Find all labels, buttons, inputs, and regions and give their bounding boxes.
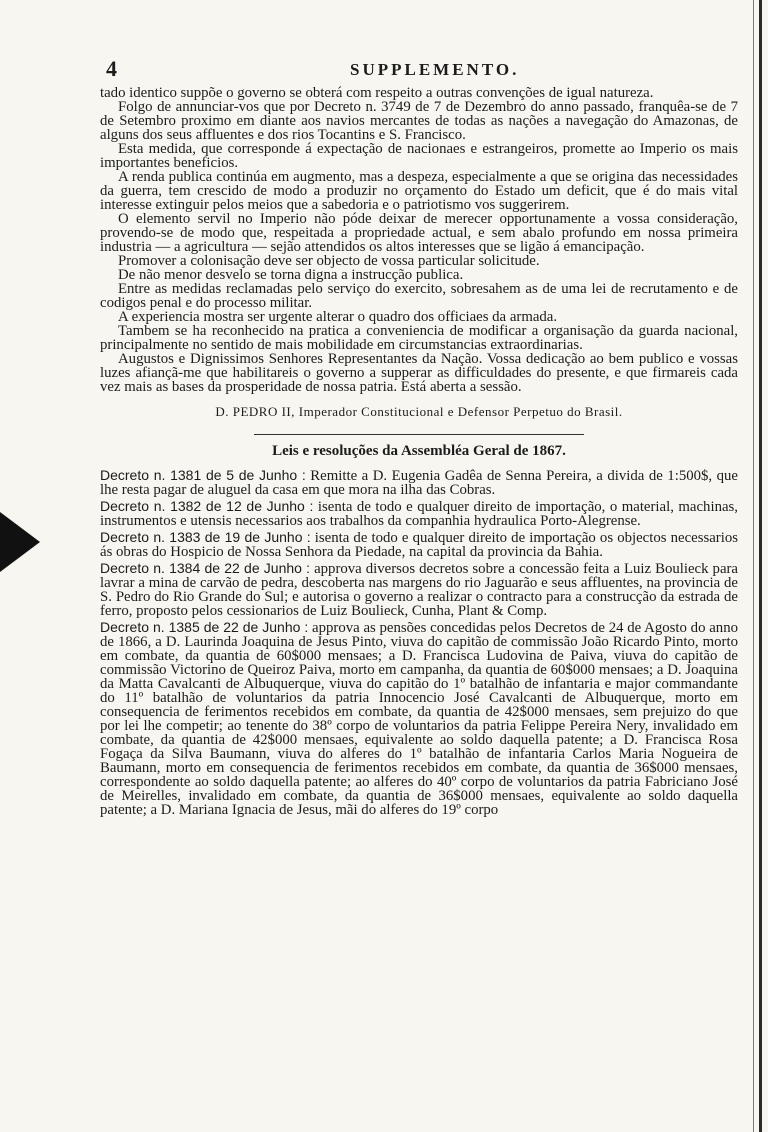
paragraph: Entre as medidas reclamadas pelo serviço do exercito, sobresahem as de uma lei de recrutamento e de codigos penal e do processo militar. <box>100 281 738 311</box>
decree-text: approva diversos decretos sobre a concessão feita a Luiz Boulieck para lavrar a mina de carvão de pedra, descoberta nas margens do rio Jaguarão e seus affluentes, na provincia de S. Pedro do Rio Grande do Sul; e autorisa o governo a realizar o contracto para a construcção da estrada de ferro, proposto pelos cessionarios de Luiz Boulieck, Cunha, Plant & Comp. <box>100 561 739 619</box>
signature: D. PEDRO II, Imperador Constitucional e Defensor Perpetuo do Brasil. <box>215 404 623 419</box>
decree-label: Decreto n. 1382 de 12 de Junho : <box>100 498 314 514</box>
page-edge-bar <box>759 0 762 1132</box>
paragraph: Promover a colonisação deve ser objecto de vossa particular solicitude. <box>118 253 540 269</box>
decree-entry <box>100 620 738 817</box>
page-title: SUPPLEMENTO. <box>350 60 520 79</box>
decree-text: Remitte a D. Eugenia Gadêa de Senna Pereira, a divida de 1:500$, que lhe resta pagar de aluguel da casa em que mora na ilha das Cobras. <box>100 468 738 498</box>
decree-text: approva as pensões concedidas pelos Decretos de 24 de Agosto do anno de 1866, a D. Laurinda Joaquina de Jesus Pinto, viuva do capitão de commissão João Ricardo Pinto, morto em combate, da quantia de 60$000 mensaes; a D. Francisca Ludovina de Paiva, viuva do capitão de commissão Victorino de Queiroz Paiva, morto em campanha, da quantia de 60$000 mensaes; a D. Joaquina da Matta Cavalcanti de Albuquerque, viuva do capitão do 1º batalhão de infantaria e major commandante do 11º batalhão de voluntarios da patria Innocencio José Cavalcanti de Albuquerque, morto em consequencia de ferimentos recebidos em combate, da quantia de 42$000 mensaes, sem prejuizo do que por lei lhe competir; ao tenente do 38º corpo de voluntarios da patria Felippe Pereira Nery, invalidado em combate, da quantia de 42$000 mensaes, equivalente ao soldo daquella patente; a D. Francisca Rosa Fogaça da Silva Baumann, viuva do alferes do 1º batalhão de infantaria Carlos Maria Nogueira de Baumann, morto em consequencia de ferimentos recebidos em combate, da quantia de 36$000 mensaes, correspondente ao soldo daquella patente; ao alferes do 40º corpo de voluntarios da patria Fabriciano José de Meirelles, invalidado em combate, da quantia de 36$000 mensaes, equivalente ao soldo daquella patente; a D. Mariana Ignacia de Jesus, mãi do alferes do 19º corpo <box>100 620 739 818</box>
page-number: 4 <box>106 56 117 81</box>
decree-entry <box>100 468 738 497</box>
decree-entry <box>100 530 738 559</box>
paragraph: Esta medida, que corresponde á expectação de nacionaes e estrangeiros, promette ao Imperio os mais importantes beneficios. <box>100 141 738 171</box>
section-title: Leis e resoluções da Assembléa Geral de 1867. <box>272 443 566 459</box>
decree-list <box>100 468 738 817</box>
page-header <box>100 56 738 86</box>
decree-text: isenta de todo e qualquer direito de importação, o material, machinas, instrumentos e utensis necessarios aos trabalhos da companhia hydraulica Porto-Alegrense. <box>100 499 738 529</box>
document-page <box>100 56 738 819</box>
decree-label: Decreto n. 1384 de 22 de Junho : <box>100 560 311 576</box>
binding-mark <box>0 512 40 572</box>
paragraph: O elemento servil no Imperio não póde deixar de merecer opportunamente a vossa consideração, provendo-se de modo que, respeitada a propriedade actual, e sem abalo profundo em nossa primeira industria — a agricultura — sejão attendidos os altos interesses que se ligão á emancipação. <box>100 211 738 255</box>
decree-label: Decreto n. 1383 de 19 de Junho : <box>100 529 311 545</box>
paragraph: Augustos e Dignissimos Senhores Representantes da Nação. Vossa dedicação ao bem publico e vossas luzes afiançã-me que habilitareis o governo a supperar as difficuldades do presente, e que firmareis cada vez mais as bases da prosperidade de nossa patria. Está aberta a sessão. <box>100 351 738 395</box>
message-body <box>100 86 738 394</box>
decree-label: Decreto n. 1385 de 22 de Junho : <box>100 619 309 635</box>
decree-text: isenta de todo e qualquer direito de importação os objectos necessarios ás obras do Hospicio de Nossa Senhora da Piedade, na capital da provincia da Bahia. <box>100 530 738 560</box>
paragraph: A renda publica continúa em augmento, mas a despeza, especialmente a que se origina das necessidades da guerra, tem crescido de modo a produzir no orçamento do Estado um deficit, que é do mais vital interesse extinguir pelos meios que a sabedoria e o patriotismo vos suggerirem. <box>100 169 738 213</box>
paragraph: Folgo de annunciar-vos que por Decreto n. 3749 de 7 de Dezembro do anno passado, franquêa-se de 7 de Setembro proximo em diante aos navios mercantes de todas as nações a navegação do Amazonas, de alguns dos seus affluentes e dos rios Tocantins e S. Francisco. <box>100 99 738 143</box>
paragraph: tado identico suppõe o governo se obterá com respeito a outras convenções de igual natureza. <box>100 85 654 101</box>
paragraph: De não menor desvelo se torna digna a instrucção publica. <box>118 267 464 283</box>
decree-label: Decreto n. 1381 de 5 de Junho : <box>100 467 306 483</box>
section-divider <box>254 434 584 435</box>
paragraph: Tambem se ha reconhecido na pratica a conveniencia de modificar a organisação da guarda nacional, principalmente no sentido de mais mobilidade em circumstancias extraordinarias. <box>100 323 738 353</box>
decree-entry <box>100 499 738 528</box>
paragraph: A experiencia mostra ser urgente alterar o quadro dos officiaes da armada. <box>118 309 558 325</box>
decree-entry <box>100 561 738 618</box>
page-edge-line <box>753 0 754 1132</box>
